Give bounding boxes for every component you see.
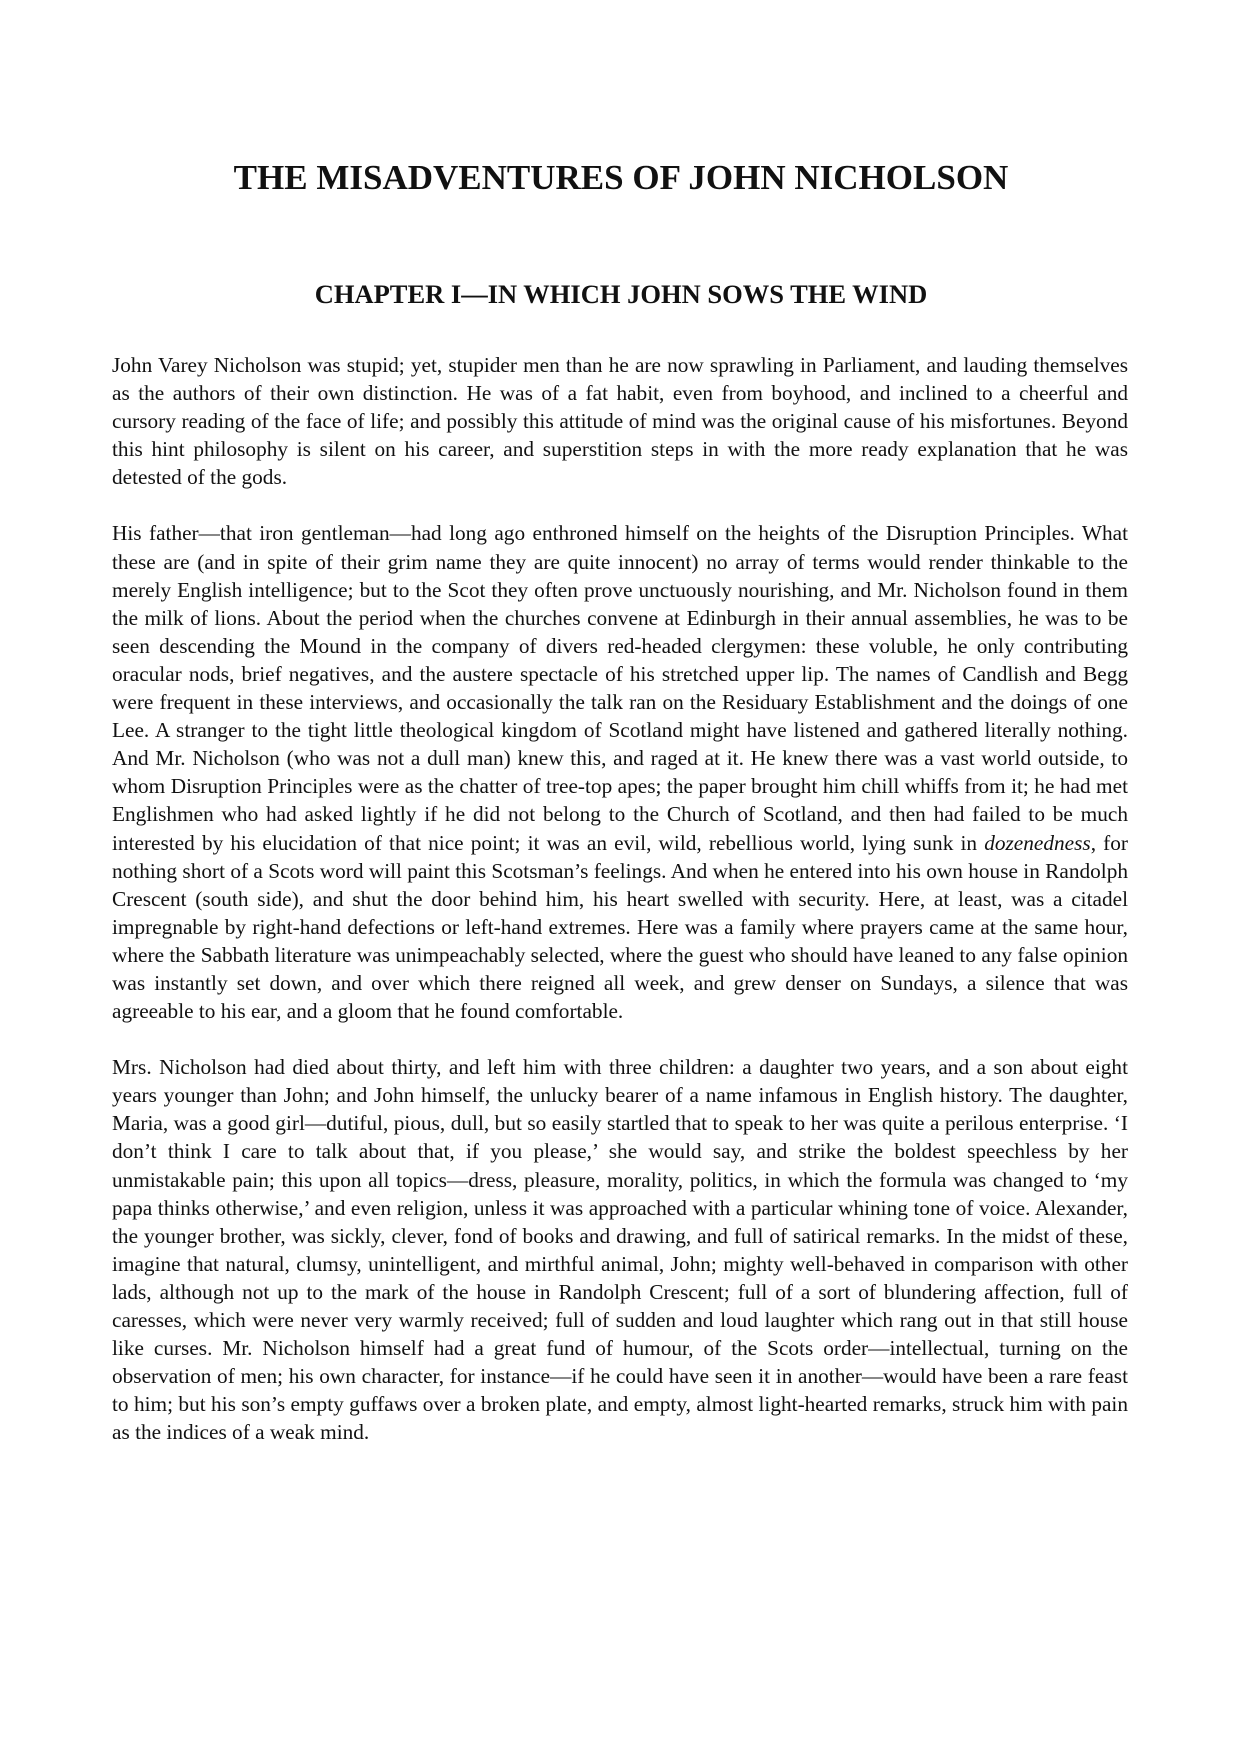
paragraph-2-text-after: , for nothing short of a Scots word will paint this Scotsman’s feelings. And when he entered into his own house in Randolph Crescent (south side), and shut the door behind him, his heart swelled with security. Here, at least, was a citadel impregnable by right-hand defections or left-hand extremes. Here was a family where prayers came at the same hour, where the Sabbath literature was unimpeachably selected, where the guest who should have leaned to any false opinion was instantly set down, and over which there reigned all week, and grew denser on Sundays, a silence that was agreeable to his ear, and a gloom that he found comfortable.	[112, 830, 1128, 1024]
paragraph-1: John Varey Nicholson was stupid; yet, stupider men than he are now sprawling in Parliament, and lauding themselves as the authors of their own distinction. He was of a fat habit, even from boyhood, and inclined to a cheerful and cursory reading of the face of life; and possibly this attitude of mind was the original cause of his misfortunes. Beyond this hint philosophy is silent on his career, and superstition steps in with the more ready explanation that he was detested of the gods.	[112, 353, 1128, 490]
paragraph-2-italic-word: dozenedness	[984, 830, 1091, 855]
body-text	[112, 351, 1128, 1474]
paragraph-2	[112, 519, 1128, 1025]
paragraph-2-text-before: His father—that iron gentleman—had long ago enthroned himself on the heights of the Disruption Principles. What these are (and in spite of their grim name they are quite innocent) no array of terms would render thinkable to the merely English intelligence; but to the Scot they often prove unctuously nourishing, and Mr. Nicholson found in them the milk of lions. About the period when the churches convene at Edinburgh in their annual assemblies, he was to be seen descending the Mound in the company of divers red-headed clergymen: these voluble, he only contributing oracular nods, brief negatives, and the austere spectacle of his stretched upper lip. The names of Candlish and Begg were frequent in these interviews, and occasionally the talk ran on the Residuary Establishment and the doings of one Lee. A stranger to the tight little theological kingdom of Scotland might have listened and gathered literally nothing. And Mr. Nicholson (who was not a dull man) knew this, and raged at it. He knew there was a vast world outside, to whom Disruption Principles were as the chatter of tree-top apes; the paper brought him chill whiffs from it; he had met Englishmen who had asked lightly if he did not belong to the Church of Scotland, and then had failed to be much interested by his elucidation of that nice point; it was an evil, wild, rebellious world, lying sunk in	[112, 521, 1128, 855]
book-title: THE MISADVENTURES OF JOHN NICHOLSON	[233, 158, 1009, 197]
chapter-heading: CHAPTER I—IN WHICH JOHN SOWS THE WIND	[314, 279, 928, 309]
paragraph-3: Mrs. Nicholson had died about thirty, and left him with three children: a daughter two years, and a son about eight years younger than John; and John himself, the unlucky bearer of a name infamous in English history. The daughter, Maria, was a good girl—dutiful, pious, dull, but so easily startled that to speak to her was quite a perilous enterprise. ‘I don’t think I care to talk about that, if you please,’ she would say, and strike the boldest speechless by her unmistakable pain; this upon all topics—dress, pleasure, morality, politics, in which the formula was changed to ‘my papa thinks otherwise,’ and even religion, unless it was approached with a particular whining tone of voice. Alexander, the younger brother, was sickly, clever, fond of books and drawing, and full of satirical remarks. In the midst of these, imagine that natural, clumsy, unintelligent, and mirthful animal, John; mighty well-behaved in comparison with other lads, although not up to the mark of the house in Randolph Crescent; full of a sort of blundering affection, full of caresses, which were never very warmly received; full of sudden and loud laughter which rang out in that still house like curses. Mr. Nicholson himself had a great fund of humour, of the Scots order—intellectual, turning on the observation of men; his own character, for instance—if he could have seen it in another—would have been a rare feast to him; but his son’s empty guffaws over a broken plate, and empty, almost light-hearted remarks, struck him with pain as the indices of a weak mind.	[112, 1055, 1128, 1445]
